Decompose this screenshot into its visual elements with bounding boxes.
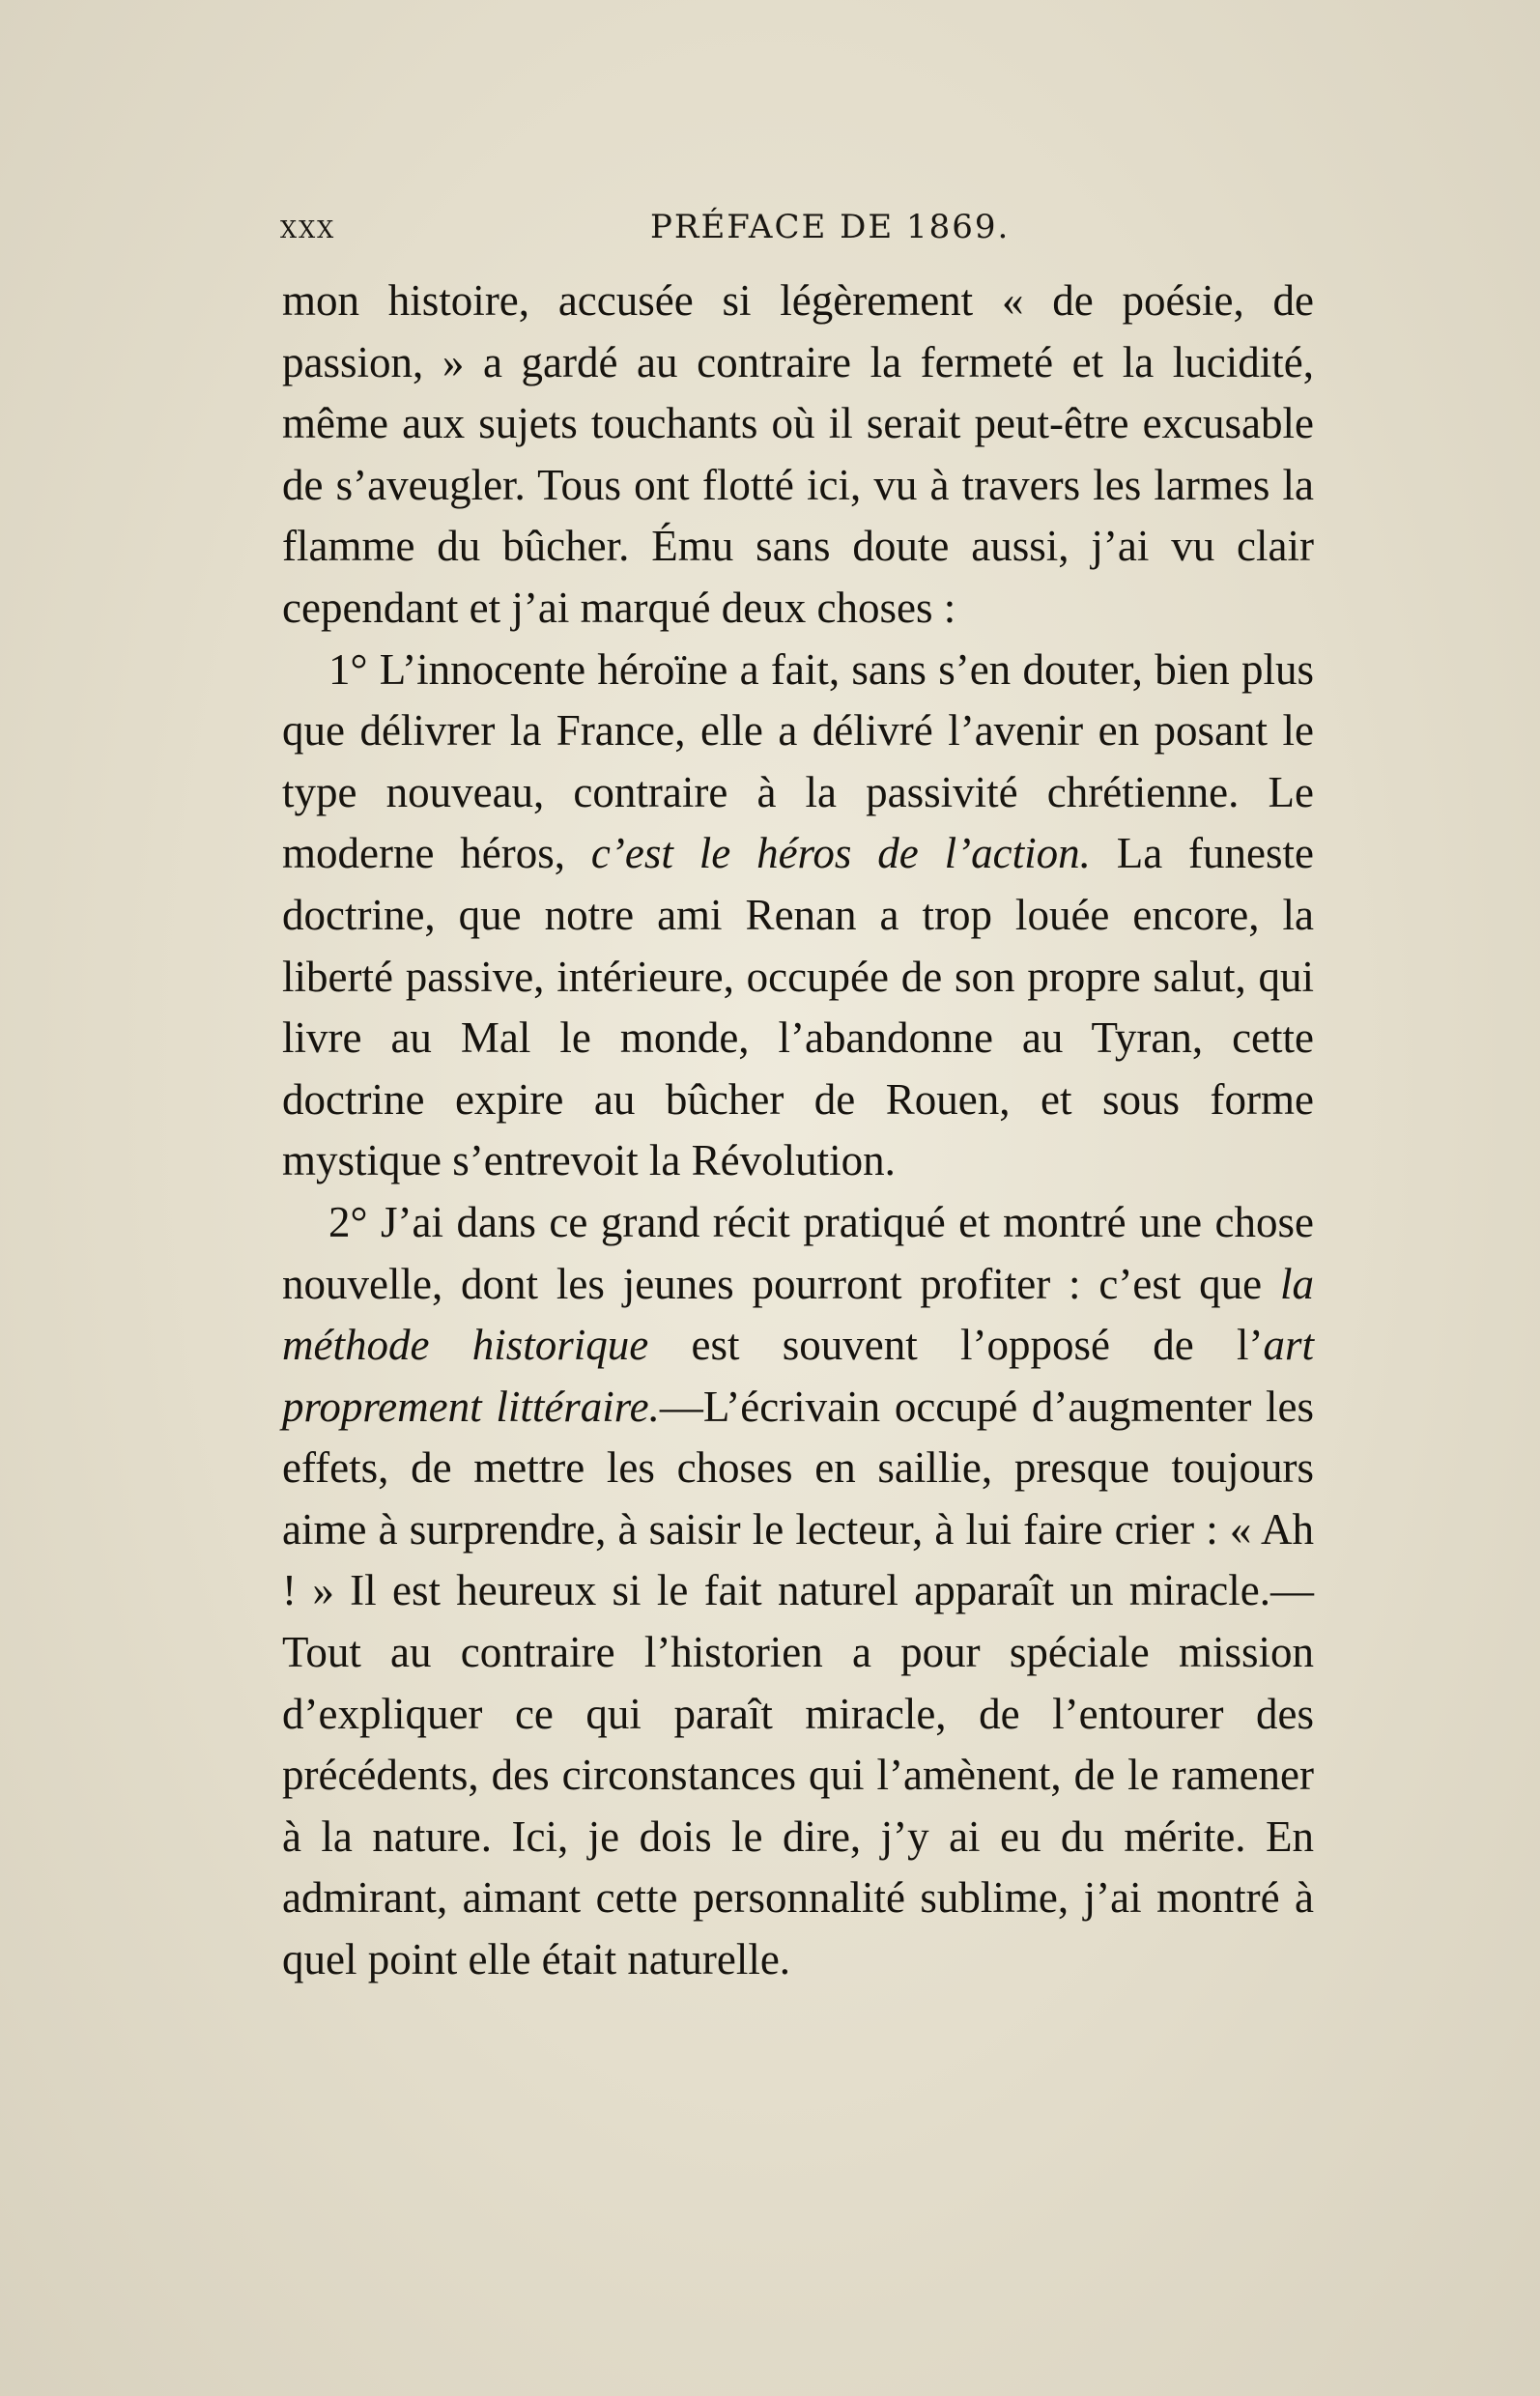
body-text: [282, 271, 1314, 1991]
paragraph-2-text-start: 1° L’innocente héroïne a fait, sans s’en douter, bien plus que délivrer la France, elle a délivré l’avenir en posant le type nouveau, contraire à la passivité chrétienne. Le moderne héros,: [282, 644, 1314, 878]
paragraph-3: [282, 1192, 1314, 1991]
paragraph-3-text-mid: est souvent l’opposé de l’: [648, 1321, 1264, 1370]
paragraph-2-text-end: La funeste doctrine, que notre ami Renan a trop louée encore, la liberté passive, intérieure, occupée de son propre salut, qui livre au Mal le monde, l’abandonne au Tyran, cette doctrine expire au bûcher de Rouen, et sous forme mystique s’entrevoit la Révolution.: [282, 829, 1314, 1185]
page-header: [280, 208, 1314, 256]
paragraph-3-italic-2: art proprement littéraire.: [282, 1321, 1315, 1431]
paragraph-3-text-end: —L’écrivain occupé d’augmenter les effets, de mettre les choses en saillie, presque toujours aime à surprendre, à saisir le lecteur, à lui faire crier : « Ah ! » Il est heureux si le fait naturel apparaît un miracle.—Tout au contraire l’historien a pour spéciale mission d’expliquer ce qui paraît miracle, de l’entourer des précédents, des circonstances qui l’amènent, de le ramener à la nature. Ici, je dois le dire, j’y ai eu du mérite. En admirant, aimant cette personnalité sublime, j’ai montré à quel point elle était naturelle.: [282, 1382, 1314, 1984]
paragraph-2: [282, 640, 1314, 1192]
paragraph-3-text-start: 2° J’ai dans ce grand récit pratiqué et montré une chose nouvelle, dont les jeunes pourront profiter : c’est que: [282, 1197, 1314, 1308]
paragraph-2-italic: c’est le héros de l’action.: [590, 829, 1091, 878]
running-head: PRÉFACE DE 1869.: [650, 208, 1011, 246]
paragraph-1: [282, 271, 1314, 640]
paragraph-3-italic-1: la méthode historique: [282, 1259, 1314, 1370]
page-number: xxx: [280, 208, 336, 246]
paragraph-1-text: mon histoire, accusée si légèrement « de poésie, de passion, » a gardé au contraire la fermeté et la lucidité, même aux sujets touchants où il serait peut-être excusable de s’aveugler. Tous ont flotté ici, vu à travers les larmes la flamme du bûcher. Ému sans doute aussi, j’ai vu clair cependant et j’ai marqué deux choses :: [282, 276, 1314, 632]
